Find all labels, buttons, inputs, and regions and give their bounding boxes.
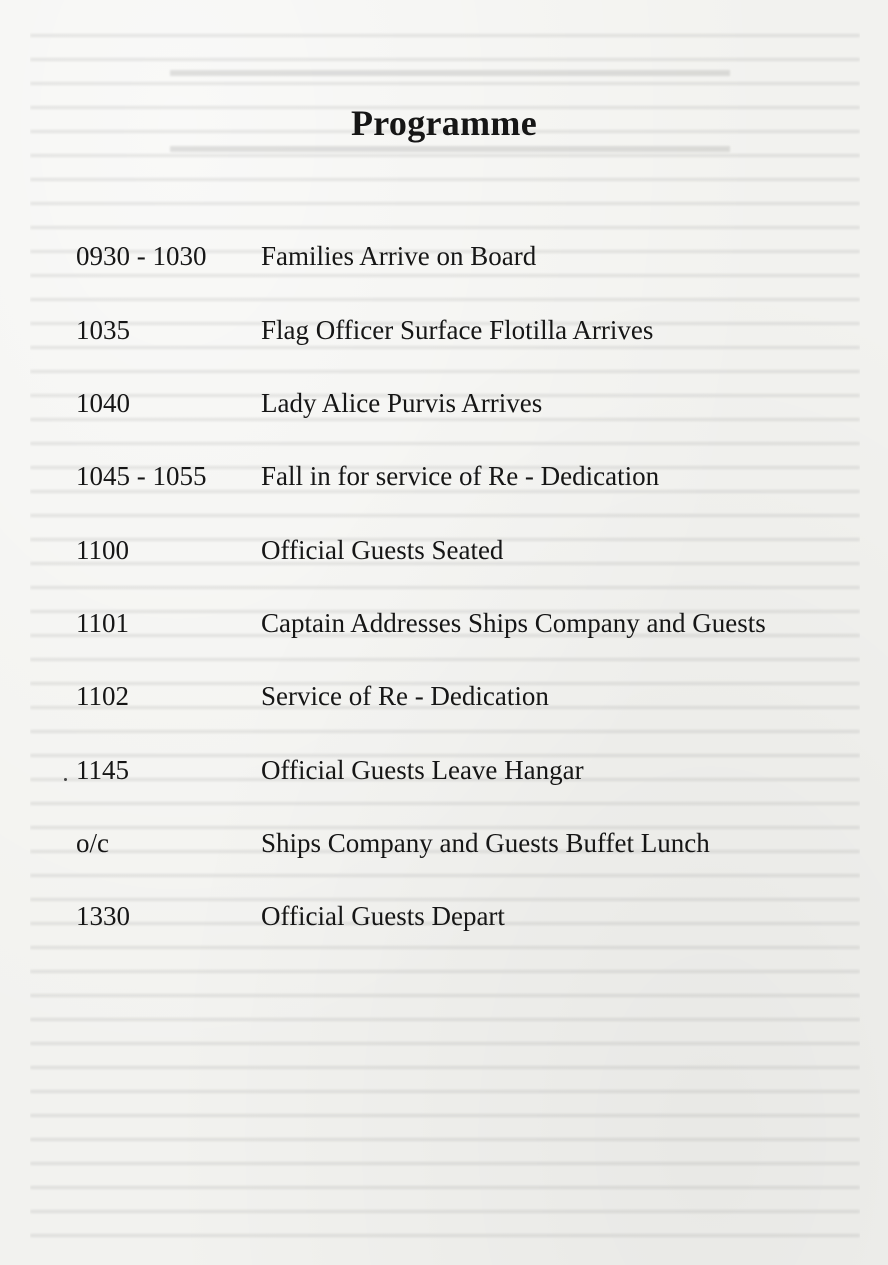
schedule-time: 1040 (76, 388, 130, 418)
schedule-row (0, 236, 888, 276)
schedule-row (0, 603, 888, 643)
schedule-event: Ships Company and Guests Buffet Lunch (261, 828, 710, 858)
schedule-row (0, 823, 888, 863)
schedule-event: Families Arrive on Board (261, 241, 537, 271)
schedule-row (0, 456, 888, 496)
schedule-event: Official Guests Leave Hangar (261, 755, 584, 785)
schedule-row (0, 676, 888, 716)
schedule-row (0, 530, 888, 570)
schedule-event: Flag Officer Surface Flotilla Arrives (261, 315, 654, 345)
schedule-event: Official Guests Depart (261, 901, 505, 931)
schedule-time: 1101 (76, 608, 129, 638)
schedule-event: Captain Addresses Ships Company and Guests (261, 608, 766, 638)
schedule-event: Lady Alice Purvis Arrives (261, 388, 543, 418)
schedule-time: 1035 (76, 315, 130, 345)
schedule-row (0, 750, 888, 790)
schedule-row (0, 310, 888, 350)
schedule-event: Service of Re - Dedication (261, 681, 549, 711)
schedule-time: 1045 - 1055 (76, 461, 207, 491)
schedule-time: 1145 (76, 755, 129, 785)
schedule-row (0, 896, 888, 936)
schedule-time: 1100 (76, 535, 129, 565)
schedule-row (0, 383, 888, 423)
schedule-time: 1330 (76, 901, 130, 931)
schedule-time: o/c (76, 828, 109, 858)
schedule-time: 1102 (76, 681, 129, 711)
page-title: Programme (351, 103, 537, 143)
schedule-event: Fall in for service of Re - Dedication (261, 461, 660, 491)
schedule-time: 0930 - 1030 (76, 241, 207, 271)
ink-speck (64, 778, 67, 781)
schedule-event: Official Guests Seated (261, 535, 504, 565)
